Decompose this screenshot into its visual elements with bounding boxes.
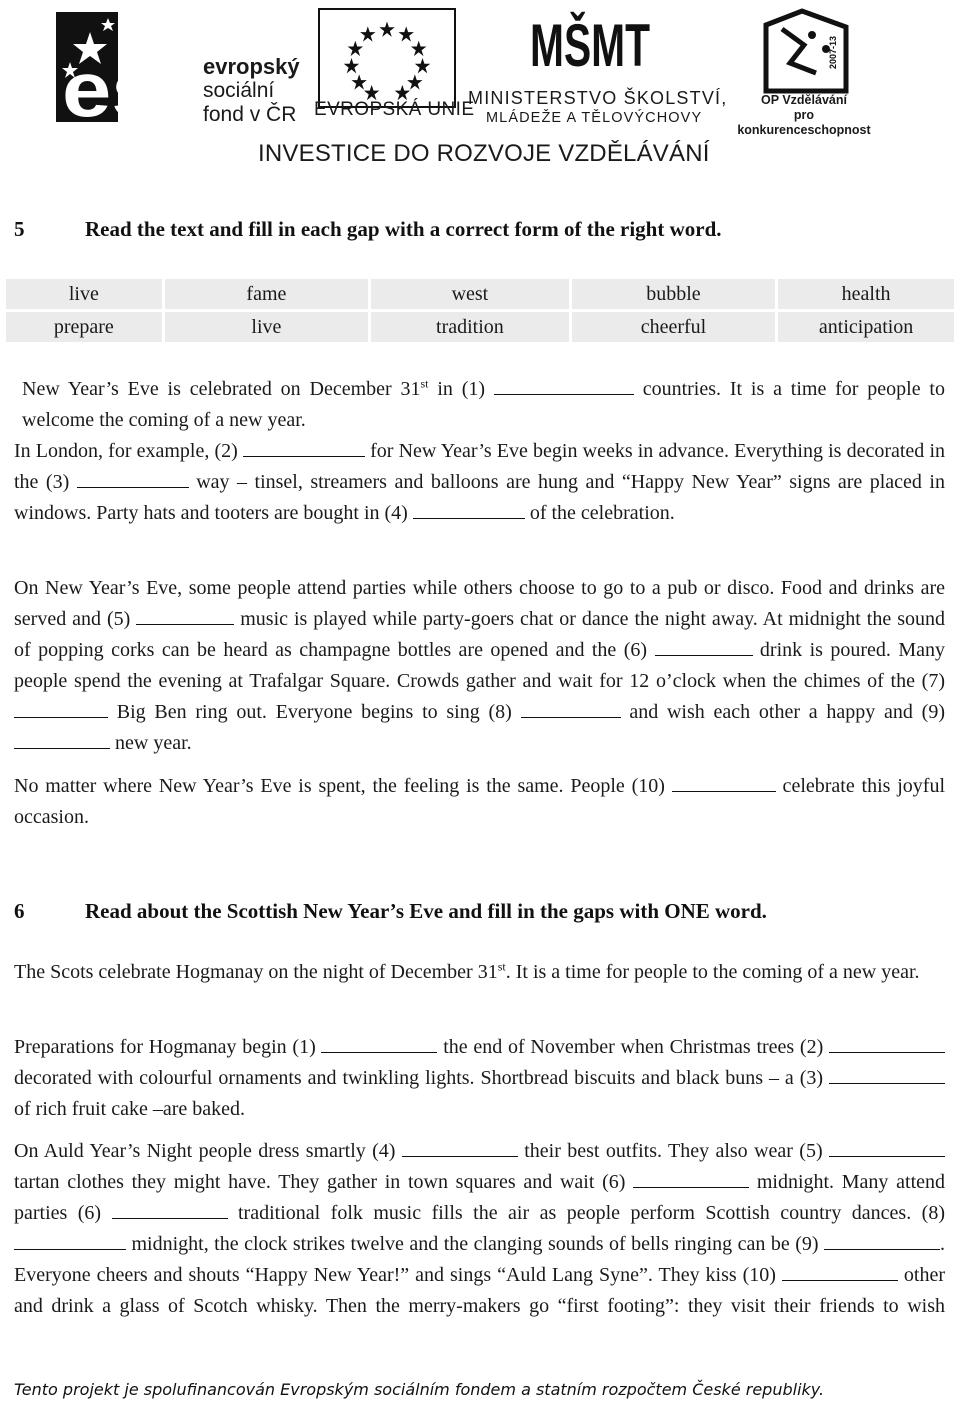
msmt-logo-letters: MŠMT bbox=[530, 12, 650, 79]
superscript: st bbox=[497, 959, 506, 974]
text-run: Preparations for Hogmanay begin (1) bbox=[14, 1036, 322, 1058]
task6-instruction: Read about the Scottish New Year’s Eve and fill in the gaps with ONE word. bbox=[85, 899, 767, 923]
task5-instruction: Read the text and fill in each gap with a correct form of the right word. bbox=[85, 217, 722, 241]
answer-gap[interactable] bbox=[782, 1263, 898, 1281]
superscript: st bbox=[420, 376, 429, 391]
esf-logo bbox=[56, 12, 196, 133]
op-logo-side: 2007-13 bbox=[828, 35, 838, 69]
task5-paragraph-3 bbox=[14, 573, 945, 759]
task5-paragraph-2 bbox=[14, 436, 945, 529]
msmt-caption-line: MINISTERSTVO ŠKOLSTVÍ, bbox=[468, 88, 728, 108]
task6-number: 6 bbox=[14, 899, 25, 923]
answer-gap[interactable] bbox=[829, 1035, 945, 1053]
answer-gap[interactable] bbox=[829, 1139, 945, 1157]
task6-paragraph-1 bbox=[14, 957, 945, 988]
word-box-cell: health bbox=[778, 279, 954, 309]
esf-text-line: fond v ČR bbox=[203, 103, 297, 126]
word-box-cell: bubble bbox=[572, 279, 776, 309]
answer-gap[interactable] bbox=[633, 1170, 749, 1188]
task5-heading bbox=[14, 217, 944, 242]
text-run: and wish each other a happy and (9) bbox=[620, 701, 946, 723]
word-box-cell: live bbox=[6, 279, 162, 309]
msmt-caption bbox=[468, 88, 727, 128]
text-run: of the celebration. bbox=[524, 502, 675, 524]
text-run: for New Year’s Eve begin weeks in advance. Everything is decorated in the (3) bbox=[14, 440, 945, 493]
text-run: other and drink a glass of Scotch whisky. Then the merry-makers go “first footing”: they visit their friends to wish bbox=[14, 1264, 946, 1317]
word-box-cell: prepare bbox=[6, 312, 162, 342]
header-logos bbox=[0, 0, 960, 175]
word-box-row bbox=[6, 312, 954, 342]
text-run: decorated with colourful ornaments and twinkling lights. Shortbread biscuits and black buns – a (3) bbox=[14, 1067, 829, 1089]
op-caption bbox=[726, 93, 882, 138]
word-box-cell: west bbox=[371, 279, 569, 309]
text-run: In London, for example, (2) bbox=[14, 440, 243, 462]
answer-gap[interactable] bbox=[112, 1201, 228, 1219]
answer-gap[interactable] bbox=[14, 1232, 126, 1250]
op-logo bbox=[756, 5, 856, 95]
text-run: music is played while party-goers chat or dance the night away. At midnight the sound of popping corks can be heard as champagne bottles are opened and the (6) bbox=[14, 608, 945, 661]
text-run: No matter where New Year’s Eve is spent, the feeling is the same. People (10) bbox=[14, 775, 672, 797]
esf-text bbox=[203, 55, 300, 127]
text-run: traditional folk music fills the air as people perform Scottish country dances. (8) bbox=[227, 1202, 945, 1224]
text-run: New Year’s Eve is celebrated on December 31 bbox=[22, 378, 421, 400]
word-box bbox=[3, 276, 957, 345]
op-caption-line: OP Vzdělávání bbox=[761, 93, 847, 107]
op-caption-line: pro konkurenceschopnost bbox=[737, 108, 871, 137]
text-run: . It is a time for people to the coming of a new year. bbox=[505, 961, 920, 983]
answer-gap[interactable] bbox=[402, 1139, 518, 1157]
answer-gap[interactable] bbox=[77, 470, 189, 488]
text-run: Big Ben ring out. Everyone begins to sing (8) bbox=[108, 701, 521, 723]
msmt-logo bbox=[530, 4, 652, 86]
esf-logo-letters: esf bbox=[62, 45, 192, 133]
word-box-cell: live bbox=[165, 312, 368, 342]
answer-gap[interactable] bbox=[824, 1232, 940, 1250]
text-run: midnight. Many attend parties (6) bbox=[14, 1171, 946, 1224]
answer-gap[interactable] bbox=[321, 1035, 437, 1053]
task5-paragraph-4 bbox=[14, 771, 945, 833]
esf-text-line: evropský bbox=[203, 54, 300, 79]
word-box-cell: tradition bbox=[371, 312, 569, 342]
answer-gap[interactable] bbox=[521, 700, 621, 718]
task6-paragraph-3 bbox=[14, 1136, 945, 1322]
text-run: On New Year’s Eve, some people attend parties while others choose to go to a pub or disco. Food and drinks are served and (5) bbox=[14, 577, 945, 630]
text-run: drink is poured. Many people spend the evening at Trafalgar Square. Crowds gather and wait for 12 o’clock when the chimes of the (7) bbox=[14, 639, 945, 692]
esf-text-line: sociální bbox=[203, 79, 275, 102]
eu-flag-logo bbox=[318, 8, 456, 108]
text-run: the end of November when Christmas trees (2) bbox=[437, 1036, 829, 1058]
word-box-cell: anticipation bbox=[778, 312, 954, 342]
text-run: of rich fruit cake –are baked. bbox=[14, 1098, 245, 1120]
eu-caption: EVROPSKÁ UNIE bbox=[314, 99, 475, 120]
text-run: their best outfits. They also wear (5) bbox=[517, 1140, 829, 1162]
msmt-caption-line: MLÁDEŽE A TĚLOVÝCHOVY bbox=[486, 110, 703, 126]
word-box-row bbox=[6, 279, 954, 309]
task6-heading bbox=[14, 899, 944, 924]
answer-gap[interactable] bbox=[655, 638, 753, 656]
answer-gap[interactable] bbox=[413, 501, 525, 519]
task5-number: 5 bbox=[14, 217, 25, 241]
text-run: On Auld Year’s Night people dress smartly (4) bbox=[14, 1140, 402, 1162]
text-run: countries. It is a time for people to welcome the coming of a new year. bbox=[22, 378, 945, 431]
investice-slogan: INVESTICE DO ROZVOJE VZDĚLÁVÁNÍ bbox=[258, 140, 710, 167]
text-run: new year. bbox=[110, 732, 192, 754]
answer-gap[interactable] bbox=[136, 607, 234, 625]
answer-gap[interactable] bbox=[494, 377, 634, 395]
footer-note: Tento projekt je spolufinancován Evropským sociálním fondem a statním rozpočtem České republiky. bbox=[14, 1380, 825, 1399]
text-run: The Scots celebrate Hogmanay on the night of December 31 bbox=[14, 961, 498, 983]
task6-paragraph-2 bbox=[14, 1032, 945, 1125]
word-box-cell: cheerful bbox=[572, 312, 776, 342]
text-run: celebrate this joyful occasion. bbox=[14, 775, 946, 828]
text-run: midnight, the clock strikes twelve and the clanging sounds of bells ringing can be (9) bbox=[126, 1233, 824, 1255]
answer-gap[interactable] bbox=[672, 774, 776, 792]
answer-gap[interactable] bbox=[14, 700, 108, 718]
text-run: in (1) bbox=[428, 378, 494, 400]
answer-gap[interactable] bbox=[829, 1066, 945, 1084]
task5-paragraph-1 bbox=[14, 374, 945, 436]
answer-gap[interactable] bbox=[243, 439, 365, 457]
text-run: way – tinsel, streamers and balloons are hung and “Happy New Year” signs are placed in windows. Party hats and tooters are bought in (4) bbox=[14, 471, 945, 524]
text-run: tartan clothes they might have. They gather in town squares and wait (6) bbox=[14, 1171, 634, 1193]
text-run: . Everyone cheers and shouts “Happy New Year!” and sings “Auld Lang Syne”. They kiss (10) bbox=[14, 1233, 945, 1286]
word-box-cell: fame bbox=[165, 279, 368, 309]
answer-gap[interactable] bbox=[14, 731, 110, 749]
